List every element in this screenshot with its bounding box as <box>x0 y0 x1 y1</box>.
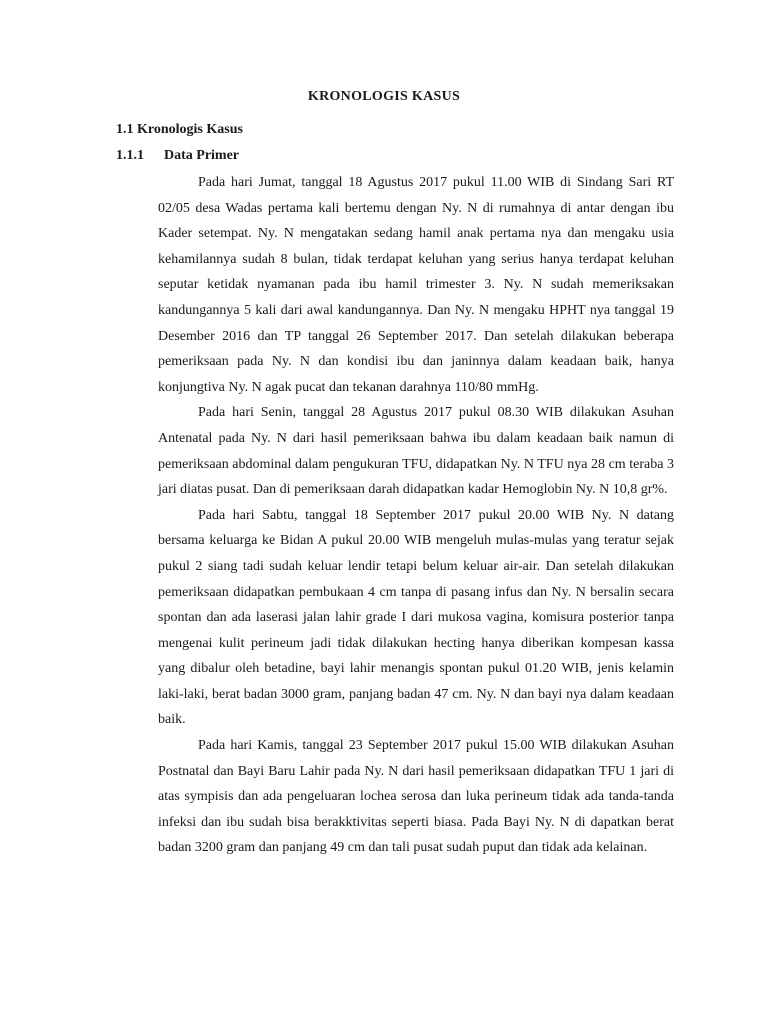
subsection-number: 1.1.1 <box>116 148 144 163</box>
paragraph-2: Pada hari Senin, tanggal 28 Agustus 2017 pukul 08.30 WIB dilakukan Asuhan Antenatal pada Ny. N dari hasil pemeriksaan bahwa ibu dalam keadaan baik namun di pemeriksaan abdominal dalam pengukuran TFU, didapatkan Ny. N TFU nya 28 cm teraba 3 jari diatas pusat. Dan di pemeriksaan darah didapatkan kadar Hemoglobin Ny. N 10,8 gr%. <box>158 405 674 498</box>
subsection-heading <box>116 148 239 164</box>
paragraph-4: Pada hari Kamis, tanggal 23 September 2017 pukul 15.00 WIB dilakukan Asuhan Postnatal dan Bayi Baru Lahir pada Ny. N dari hasil pemeriksaan didapatkan TFU 1 jari di atas sympisis dan ada pengeluaran lochea serosa dan luka perineum tidak ada tanda-tanda infeksi dan ibu sudah bisa berakktivitas seperti biasa. Pada Bayi Ny. N di dapatkan berat badan 3200 gram dan panjang 49 cm dan tali pusat sudah puput dan tidak ada kelainan. <box>158 738 674 856</box>
paragraph-3: Pada hari Sabtu, tanggal 18 September 2017 pukul 20.00 WIB Ny. N datang bersama keluarga ke Bidan A pukul 20.00 WIB mengeluh mulas-mulas yang teratur sejak pukul 2 siang tadi sudah keluar lendir tetapi belum keluar air-air. Dan setelah dilakukan pemeriksaan didapatkan pembukaan 4 cm tanpa di pasang infus dan Ny. N bersalin secara spontan dan ada laserasi jalan lahir grade I dari mukosa vagina, komisura posterior tanpa mengenai kulit perineum jadi tidak dilakukan hecting hanya diberikan kompesan kassa yang dibalur oleh betadine, bayi lahir menangis spontan pukul 01.20 WIB, jenis kelamin laki-laki, berat badan 3000 gram, panjang badan 47 cm. Ny. N dan bayi nya dalam keadaan baik. <box>158 507 674 728</box>
subsection-title: Data Primer <box>164 148 240 163</box>
paragraph-1: Pada hari Jumat, tanggal 18 Agustus 2017 pukul 11.00 WIB di Sindang Sari RT 02/05 desa Wadas pertama kali bertemu dengan Ny. N di rumahnya di antar dengan ibu Kader setempat. Ny. N mengatakan sedang hamil anak pertama nya dan mengaku usia kehamilannya sudah 8 bulan, tidak terdapat keluhan yang serius hanya terdapat keluhan seputar ketidak nyamanan pada ibu hamil trimester 3. Ny. N sudah memeriksakan kandungannya 5 kali dari awal kandungannya. Dan Ny. N mengaku HPHT nya tanggal 19 Desember 2016 dan TP tanggal 26 September 2017. Dan setelah dilakukan beberapa pemeriksaan pada Ny. N dan kondisi ibu dan janinnya dalam keadaan baik, hanya konjungtiva Ny. N agak pucat dan tekanan darahnya 110/80 mmHg. <box>158 175 674 395</box>
document-title: KRONOLOGIS KASUS <box>307 89 461 104</box>
body-text <box>158 170 674 861</box>
section-heading: 1.1 Kronologis Kasus <box>116 122 243 137</box>
